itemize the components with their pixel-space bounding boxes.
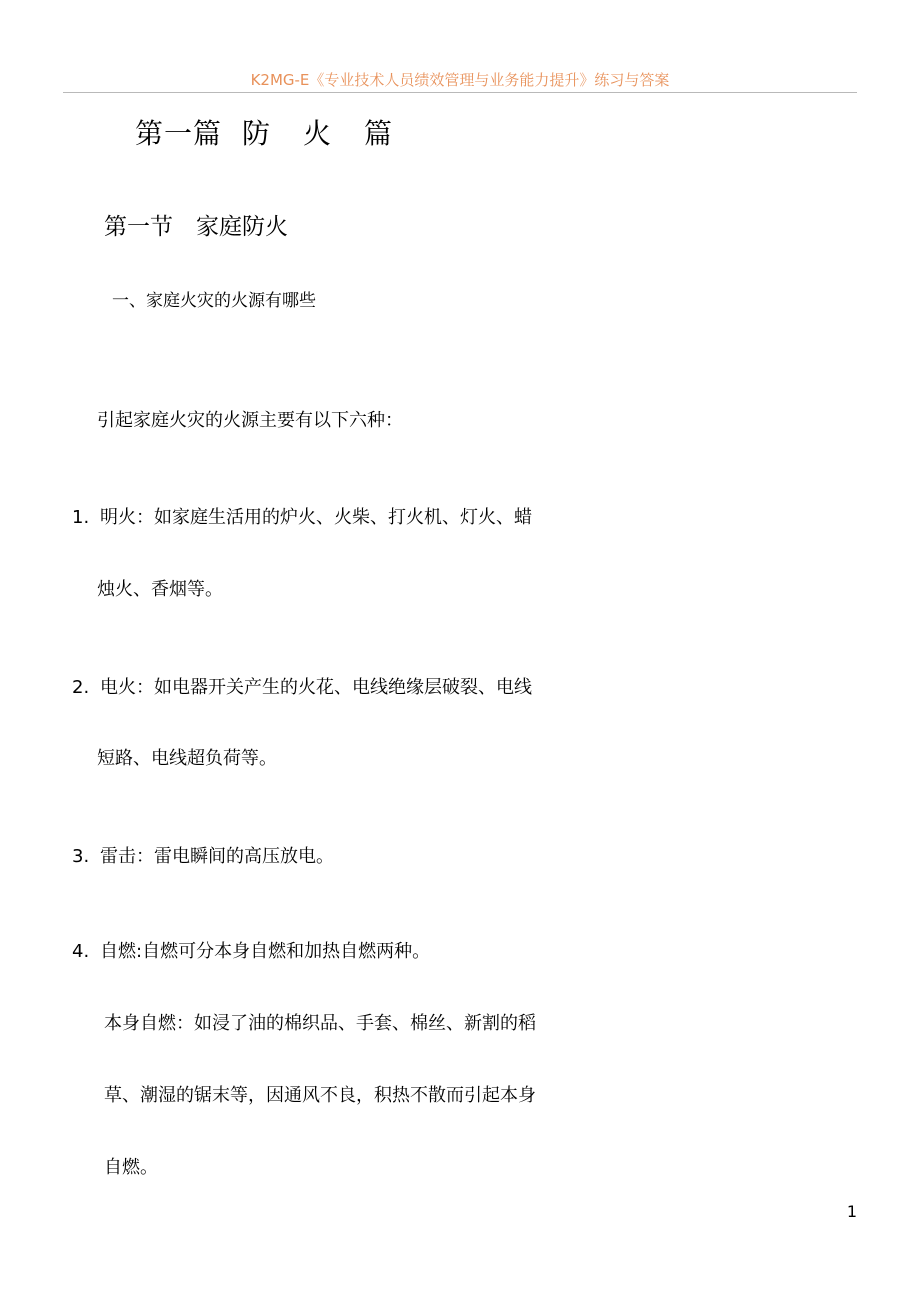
part-title-label: 第一篇 — [135, 117, 223, 150]
part-title-char-2: 火 — [303, 117, 333, 150]
list-item-continuation: 烛火、香烟等。 — [97, 579, 223, 600]
list-item-text: 电火：如电器开关产生的火花、电线绝缘层破裂、电线 — [100, 677, 532, 698]
list-item-number: 4. — [72, 941, 90, 962]
list-item-detail: 草、潮湿的锯末等，因通风不良，积热不散而引起本身 — [104, 1085, 536, 1106]
part-title — [135, 112, 393, 152]
list-item — [72, 937, 430, 963]
part-title-char-1: 防 — [242, 117, 272, 150]
intro-paragraph: 引起家庭火灾的火源主要有以下六种： — [97, 410, 403, 431]
list-item — [72, 842, 334, 868]
list-item-text: 自燃:自燃可分本身自燃和加热自燃两种。 — [100, 941, 431, 962]
part-title-char-3: 篇 — [364, 117, 394, 150]
list-item-detail: 本身自燃：如浸了油的棉织品、手套、棉丝、新割的稻 — [104, 1013, 536, 1034]
list-item — [72, 503, 532, 529]
section-title: 第一节 家庭防火 — [104, 214, 288, 240]
list-item — [72, 673, 532, 699]
subsection-title: 一、家庭火灾的火源有哪些 — [112, 291, 316, 311]
page-header: K2MG-E《专业技术人员绩效管理与业务能力提升》练习与答案 — [250, 71, 670, 89]
page-number: 1 — [846, 1202, 857, 1221]
list-item-continuation: 短路、电线超负荷等。 — [97, 748, 277, 769]
header-rule — [63, 92, 857, 93]
list-item-number: 2. — [72, 677, 90, 698]
list-item-text: 明火：如家庭生活用的炉火、火柴、打火机、灯火、蜡 — [100, 507, 532, 528]
list-item-detail: 自燃。 — [104, 1157, 158, 1178]
list-item-number: 1. — [72, 507, 90, 528]
list-item-number: 3. — [72, 846, 90, 867]
list-item-text: 雷击：雷电瞬间的高压放电。 — [100, 846, 334, 867]
